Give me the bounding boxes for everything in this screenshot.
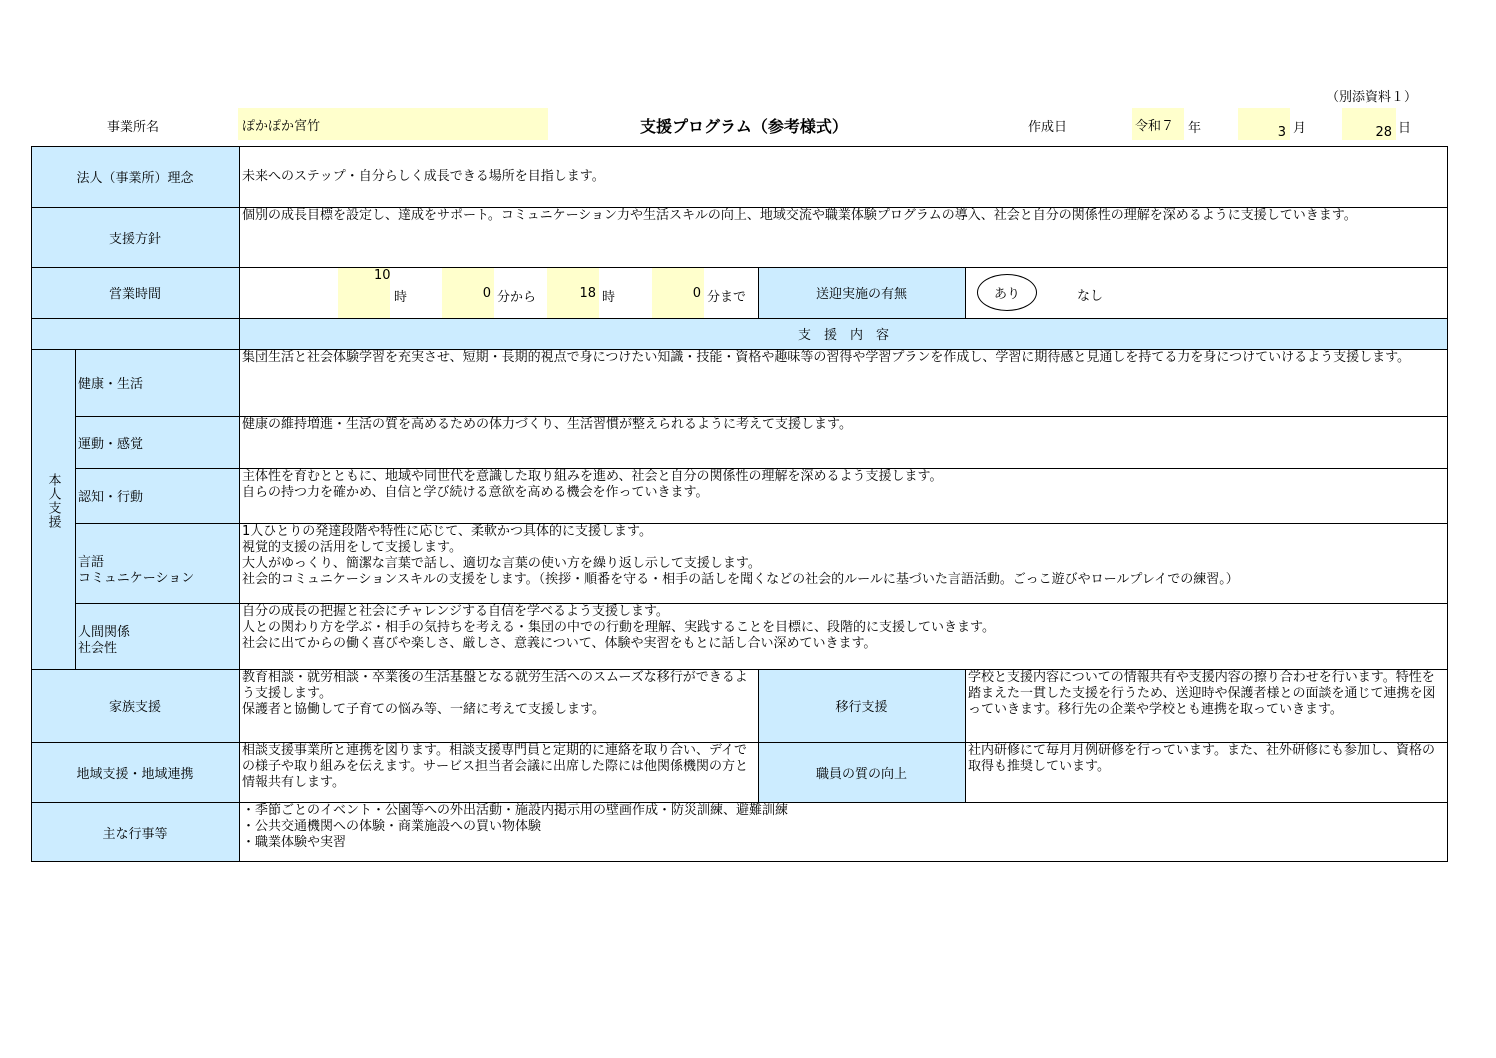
row-divider	[75, 523, 1448, 524]
row-divider	[31, 349, 1448, 350]
end-hour-value: 18	[579, 286, 596, 301]
cognition-behavior-text[interactable]: 主体性を育むとともに、地域や同世代を意識した取り組みを進め、社会と自分の関係性の理解を深めるよう支援します。 自らの持つ力を確かめ、自信と学び続ける意欲を高める機会を作っていきます。	[242, 469, 943, 500]
family-support-text[interactable]: 教育相談・就労相談・卒業後の生活基盤となる就労生活へのスムーズな移行ができるよう支援します。 保護者と協働して子育ての悩み等、一緒に考えて支援します。	[242, 670, 748, 717]
day-field[interactable]	[1342, 108, 1396, 140]
column-divider	[758, 267, 759, 318]
transition-support-label: 移行支援	[758, 669, 965, 742]
page-title: 支援プログラム（参考様式）	[640, 117, 848, 136]
start-hour-unit: 時	[394, 290, 408, 305]
transport-no-option[interactable]: なし	[1077, 289, 1104, 304]
month-field[interactable]	[1238, 108, 1290, 140]
start-min-value: 0	[482, 286, 491, 301]
column-divider	[965, 669, 966, 802]
year-label: 年	[1188, 121, 1202, 136]
health-life-label: 健康・生活	[75, 349, 239, 416]
office-name-field[interactable]	[238, 108, 548, 140]
start-hour-value: 10	[374, 268, 391, 283]
row-divider	[75, 416, 1448, 417]
policy-label: 支援方針	[31, 207, 239, 267]
transition-support-text[interactable]: 学校と支援内容についての情報共有や支援内容の擦り合わせを行います。特性を踏まえた一貫した支援を行うため、送迎時や保護者様との面談を通じて連携を図っていきます。移行先の企業や学校とも連携を取っていきます。	[968, 670, 1436, 717]
motor-sensory-label: 運動・感覚	[75, 416, 239, 468]
events-text[interactable]: ・季節ごとのイベント・公園等への外出活動・施設内掲示用の壁画作成・防災訓練、避難訓練 ・公共交通機関への体験・商業施設への買い物体験 ・職業体験や実習	[242, 803, 789, 850]
philosophy-label: 法人（事業所）理念	[31, 146, 239, 207]
motor-sensory-text[interactable]: 健康の維持増進・生活の質を高めるための体力づくり、生活習慣が整えられるように考えて支援します。	[242, 417, 852, 432]
start-min-unit: 分から	[497, 290, 537, 305]
era-field[interactable]	[1132, 108, 1184, 140]
language-communication-text[interactable]: 1人ひとりの発達段階や特性に応じて、柔軟かつ具体的に支援します。 視覚的支援の活用をして支援します。 大人がゆっくり、簡潔な言葉で話し、適切な言葉の使い方を繰り返し示して支援します。 社会的コミュニケーションスキルの支援をします。（挨拶・順番を守る・相手の話しを聞くなどの社会的ルールに基づいた言語活動。ごっこ遊びやロールプレイでの練習。）	[242, 524, 1239, 587]
cognition-behavior-label: 認知・行動	[75, 468, 239, 523]
month-label: 月	[1293, 121, 1307, 136]
end-min-unit: 分まで	[707, 290, 747, 305]
office-name-label: 事業所名	[107, 120, 160, 135]
row-divider	[31, 742, 1448, 743]
relationships-social-label: 人間関係 社会性	[75, 603, 239, 669]
self-support-label-text: 本人支援	[45, 473, 61, 529]
staff-quality-text[interactable]: 社内研修にて毎月月例研修を行っています。また、社外研修にも参加し、資格の取得も推奨しています。	[968, 743, 1435, 774]
office-name-value: ぽかぽか宮竹	[242, 118, 321, 134]
created-date-label: 作成日	[1028, 120, 1068, 135]
staff-quality-label: 職員の質の向上	[758, 742, 965, 802]
row-divider	[31, 267, 1448, 268]
row-divider	[31, 318, 1448, 319]
row-divider	[75, 468, 1448, 469]
era-value: 令和７	[1135, 118, 1175, 134]
row-divider	[31, 207, 1448, 208]
hours-label: 営業時間	[31, 267, 239, 318]
end-min-value: 0	[692, 286, 701, 301]
end-hour-unit: 時	[602, 290, 616, 305]
transport-yes-label: あり	[993, 287, 1020, 302]
support-content-header: 支 援 内 容	[239, 318, 1448, 349]
column-divider	[239, 146, 240, 862]
events-label: 主な行事等	[31, 802, 239, 862]
column-divider	[758, 669, 759, 802]
philosophy-text[interactable]: 未来へのステップ・自分らしく成長できる場所を目指します。	[242, 168, 605, 184]
month-value: 3	[1277, 125, 1286, 140]
reference-note: （別添資料１）	[1326, 90, 1418, 105]
transport-label: 送迎実施の有無	[758, 267, 965, 318]
policy-text[interactable]: 個別の成長目標を設定し、達成をサポート。コミュニケーション力や生活スキルの向上、地域交流や職業体験プログラムの導入、社会と自分の関係性の理解を深めるように支援していきます。	[242, 208, 1357, 223]
community-support-text[interactable]: 相談支援事業所と連携を図ります。相談支援専門員と定期的に連絡を取り合い、デイでの様子や取り組みを伝えます。サービス担当者会議に出席した際には他関係機関の方と情報共有します。	[242, 743, 748, 790]
row-divider	[31, 669, 1448, 670]
relationships-social-text[interactable]: 自分の成長の把握と社会にチャレンジする自信を学べるよう支援します。 人との関わり方を学ぶ・相手の気持ちを考える・集団の中での行動を理解、実践することを目標に、段階的に支援していきます。 社会に出てからの働く喜びや楽しさ、厳しさ、意義について、体験や実習をもとに話し合い深めていきます。	[242, 604, 995, 651]
day-value: 28	[1375, 125, 1392, 140]
column-divider	[965, 267, 966, 318]
day-label: 日	[1398, 121, 1412, 136]
language-communication-label: 言語 コミュニケーション	[75, 523, 239, 603]
family-support-label: 家族支援	[31, 669, 239, 742]
community-support-label: 地域支援・地域連携	[31, 742, 239, 802]
table-border	[31, 146, 1448, 862]
health-life-text[interactable]: 集団生活と社会体験学習を充実させ、短期・長期的視点で身につけたい知識・技能・資格や趣味等の習得や学習プランを作成し、学習に期待感と見通しを持てる力を身につけていけるよう支援します。	[242, 350, 1411, 365]
row-divider	[31, 802, 1448, 803]
row-divider	[75, 603, 1448, 604]
column-divider	[75, 349, 76, 669]
